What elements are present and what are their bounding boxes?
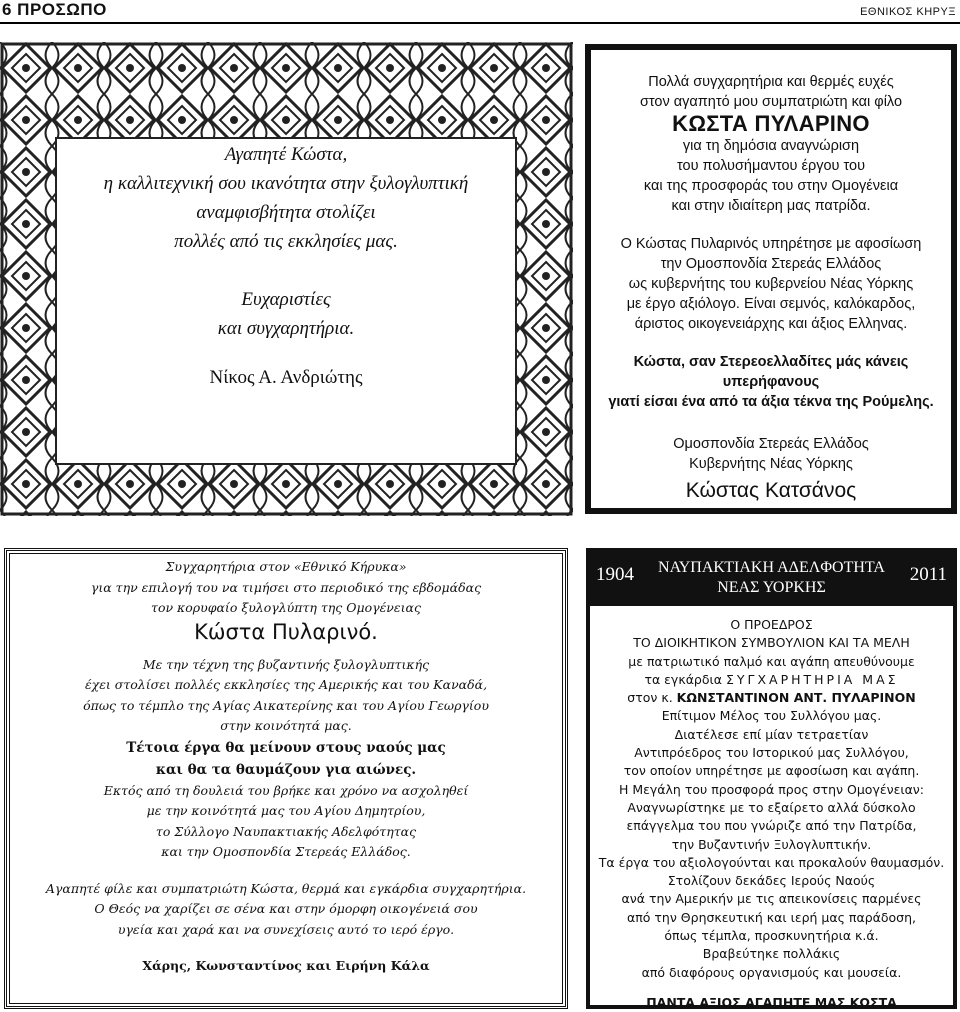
text-line: αναμφισβήτητα στολίζει [196, 202, 376, 223]
text-line: την Ομοσπονδία Στερεάς Ελλάδος [660, 256, 882, 272]
text-line: για τη δημόσια αναγνώριση [682, 138, 860, 154]
text-span: τα εγκάρδια [644, 671, 726, 687]
organization: Ομοσπονδία Στερεάς Ελλάδος [673, 436, 869, 452]
title-line: ΝΕΑΣ ΥΟΡΚΗΣ [717, 579, 826, 596]
text-line: του πολυσήμαντου έργου του [676, 158, 865, 174]
page-label: 6 ΠΡΟΣΩΠΟ [2, 0, 107, 19]
text-line: και θα τα θαυμάζουν για αιώνες. [155, 761, 417, 778]
text-line: τον οποίον υπηρέτησε με αφοσίωση και αγάπη. [623, 763, 920, 779]
text-line: το Σύλλογο Ναυπακτιακής Αδελφότητας [155, 823, 417, 839]
text-line: Συγχαρητήρια στον «Εθνικό Κήρυκα» [165, 559, 407, 574]
text-line: στον αγαπητό μου συμπατριώτη και φίλο [639, 94, 903, 110]
honoree-name: Κώστα Πυλαρινό. [194, 619, 378, 644]
title-band [590, 552, 953, 606]
text-line: την Βυζαντινήν Ξυλογλυπτικήν. [671, 836, 872, 852]
text-line [590, 689, 953, 707]
text-line: από την Θρησκευτική και ιερή μας παράδοση, [627, 909, 916, 925]
text-line: Η Μεγάλη του προσφορά προς στην Ομογένειαν: [618, 781, 925, 797]
text-line: τον κορυφαίο ξυλογλύπτη της Ομογένειας [151, 600, 421, 615]
year-current: 2011 [909, 564, 947, 585]
text-line: Επίτιμον Μέλος του Συλλόγου μας. [661, 708, 882, 724]
ad-andriotis [60, 140, 512, 392]
text-line: όπως τέμπλα, προσκυνητήρια κ.ά. [664, 928, 879, 944]
text-line: Αγαπητέ Κώστα, [224, 144, 348, 165]
newspaper-name: ΕΘΝΙΚΟΣ ΚΗΡΥΞ [860, 6, 956, 18]
organization-role: Κυβερνήτης Νέας Υόρκης [689, 456, 853, 472]
text-line: ανά την Αμερικήν με τις απεικονίσεις παρμένες [621, 891, 922, 907]
text-line: Πολλά συγχαρητήρια και θερμές ευχές [648, 74, 894, 90]
text-line: με έργο αξιόλογο. Είναι σεμνός, καλόκαρδος, [626, 296, 916, 312]
text-line: η καλλιτεχνική σου ικανότητα στην ξυλογλυπτική [103, 173, 469, 194]
text-line: Αντιπρόεδρος του Ιστορικού μας Συλλόγου, [634, 745, 909, 761]
text-line: στην κοινότητά μας. [220, 718, 352, 733]
ad-kala [4, 548, 568, 1009]
title-line: ΝΑΥΠΑΚΤΙΑΚΗ ΑΔΕΛΦΟΤΗΤΑ [658, 559, 885, 576]
signature: Χάρης, Κωνσταντίνος και Ειρήνη Κάλα [142, 958, 430, 973]
text-line: υγεία και χαρά και να συνεχίσεις αυτό το ιερό έργο. [117, 921, 455, 937]
text-line: ως κυβερνήτης του κυβερνείου Νέας Υόρκης [628, 276, 914, 292]
text-line: Τα έργα του αξιολογούνται και προκαλούν θαυμασμόν. [598, 854, 945, 870]
ad-nafpaktiaki [586, 548, 957, 1009]
text-line: με την κοινότητά μας του Αγίου Δημητρίου, [146, 803, 426, 818]
text-line: Στολίζουν δεκάδες Ιερούς Ναούς [667, 873, 876, 889]
text-line: ΤΟ ΔΙΟΙΚΗΤΙΚΟΝ ΣΥΜΒΟΥΛΙΟΝ ΚΑΙ ΤΑ ΜΕΛΗ [633, 635, 910, 651]
honoree-name: ΚΩΝΣΤΑΝΤΙΝΟΝ ΑΝΤ. ΠΥΛΑΡΙΝΟΝ [676, 690, 916, 706]
text-line: Με την τέχνη της βυζαντινής ξυλογλυπτικής [142, 656, 430, 672]
text-line: Ευχαριστίες [241, 289, 331, 310]
signature: Νίκος Α. Ανδριώτης [209, 367, 363, 388]
text-line: Βραβεύτηκε πολλάκις [702, 946, 841, 962]
text-line: με πατριωτικό παλμό και αγάπη απευθύνουμε [628, 653, 915, 669]
congrats-word: ΣΥΓΧΑΡΗΤΗΡΙΑ ΜΑΣ [725, 671, 899, 687]
text-line: Διατέλεσε επί μίαν τετραετίαν [674, 726, 869, 742]
text-line: πολλές από τις εκκλησίες μας. [174, 231, 398, 252]
text-line: Ο ΠΡΟΕΔΡΟΣ [730, 617, 813, 632]
header-rule [0, 22, 960, 24]
signature: Κώστας Κατσάνος [685, 479, 857, 502]
organization-title [642, 558, 901, 598]
year-founded: 1904 [596, 564, 634, 585]
closing-line: ΠΑΝΤΑ ΑΞΙΟΣ ΑΓΑΠΗΤΕ ΜΑΣ ΚΩΣΤΑ [646, 994, 897, 1010]
text-line: από διαφόρους οργανισμούς και μουσεία. [641, 964, 902, 980]
text-line: Αναγνωρίστηκε με το εξαίρετο αλλά δύσκολο [627, 799, 916, 815]
text-line: όπως το τέμπλο της Αγίας Αικατερίνης και του Αγίου Γεωργίου [83, 697, 489, 713]
text-span: στον κ. [627, 690, 677, 706]
text-line: Εκτός από τη δουλειά του βρήκε και χρόνο να ασχοληθεί [103, 782, 469, 798]
text-line: και την Ομοσπονδία Στερεάς Ελλάδος. [161, 844, 411, 859]
text-line: Αγαπητέ φίλε και συμπατριώτη Κώστα, θερμά και εγκάρδια συγχαρητήρια. [45, 880, 527, 896]
ad-katsanos [585, 44, 957, 514]
text-line: Κώστα, σαν Στερεοελλαδίτες μάς κάνεις υπερήφανους [633, 354, 909, 390]
honoree-name: ΚΩΣΤΑ ΠΥΛΑΡΙΝΟ [672, 111, 870, 136]
text-line [590, 671, 953, 689]
text-line: έχει στολίσει πολλές εκκλησίες της Αμερικής και του Καναδά, [84, 677, 488, 692]
text-line: Ο Κώστας Πυλαρινός υπηρέτησε με αφοσίωση [620, 236, 922, 252]
text-line: και συγχαρητήρια. [217, 318, 355, 339]
text-line: Τέτοια έργα θα μείνουν στους ναούς μας [126, 739, 446, 756]
text-line: και στην ιδιαίτερη μας πατρίδα. [671, 198, 871, 214]
text-line: για την επιλογή του να τιμήσει στο περιοδικό της εβδομάδας [90, 579, 482, 595]
text-line: επάγγελμα του που γνώριζε από την Πατρίδα, [626, 818, 917, 834]
text-line: Ο Θεός να χαρίζει σε σένα και στην όμορφη οικογένειά σου [94, 901, 478, 916]
text-line: και της προσφοράς του στην Ομογένεια [643, 178, 899, 194]
text-line: γιατί είσαι ένα από τα άξια τέκνα της Ρούμελης. [608, 394, 934, 410]
text-line: άριστος οικογενειάρχης και άξιος Ελληνας. [634, 316, 908, 332]
